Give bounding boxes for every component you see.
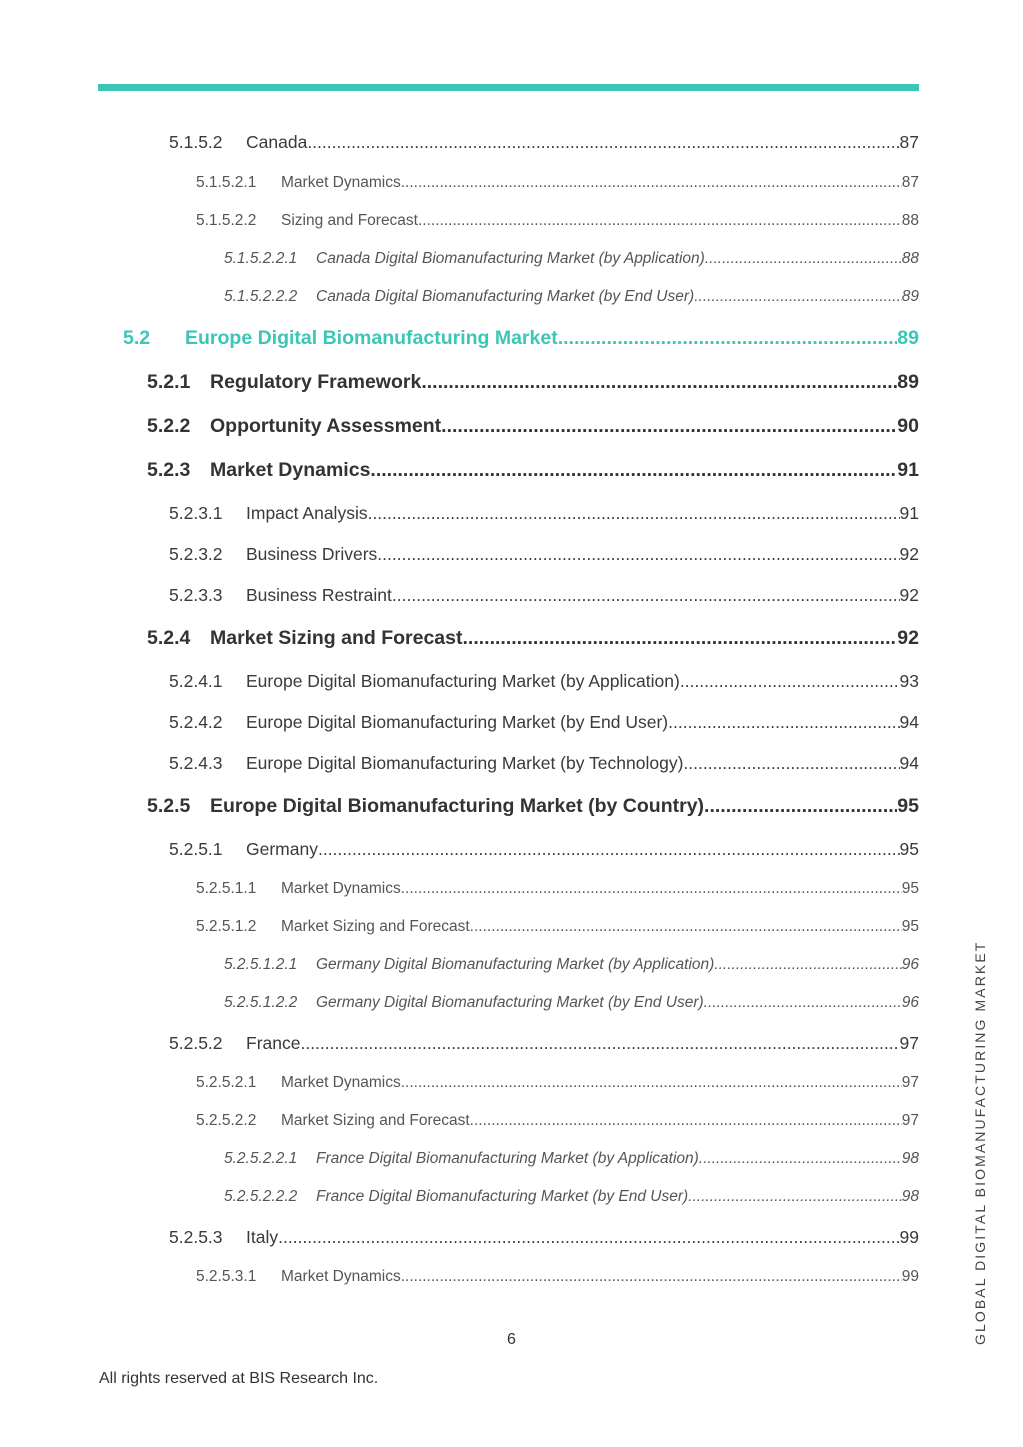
toc-page: 92 (899, 544, 919, 564)
toc-number: 5.2.5.2 (169, 1033, 223, 1053)
toc-page: 91 (899, 503, 919, 523)
toc-entry[interactable] (169, 544, 919, 565)
toc-number: 5.2.3.2 (169, 544, 223, 564)
dot-leader (680, 671, 900, 692)
toc-page: 95 (899, 839, 919, 859)
toc-page: 96 (901, 994, 919, 1011)
toc-title: Market Dynamics (281, 1268, 401, 1285)
toc-entry[interactable] (196, 1268, 919, 1286)
dot-leader (688, 1188, 902, 1206)
dot-leader (377, 544, 899, 565)
toc-entry[interactable] (147, 627, 919, 650)
toc-title: Canada Digital Biomanufacturing Market (by Application) (316, 250, 705, 267)
toc-page: 94 (899, 712, 919, 732)
dot-leader (418, 212, 902, 230)
toc-number: 5.1.5.2.2.1 (224, 250, 298, 267)
dot-leader (668, 712, 899, 733)
toc-entry[interactable] (196, 212, 919, 230)
toc-entry[interactable] (147, 795, 919, 818)
toc-number: 5.2.5.1.2 (196, 918, 257, 935)
toc-title: Market Dynamics (281, 880, 401, 897)
dot-leader (401, 880, 902, 898)
dot-leader (558, 327, 898, 350)
toc-page: 91 (897, 459, 919, 481)
dot-leader (421, 371, 897, 394)
dot-leader (278, 1227, 899, 1248)
toc-number: 5.2.5.2.2.1 (224, 1150, 298, 1167)
dot-leader (704, 795, 897, 818)
dot-leader (401, 174, 902, 192)
toc-page: 94 (899, 753, 919, 773)
toc-title: Opportunity Assessment (210, 415, 442, 437)
toc-page: 97 (899, 1033, 919, 1053)
toc-number: 5.2.5.2.2 (196, 1112, 257, 1129)
toc-number: 5.2.4.2 (169, 712, 223, 732)
toc-page: 90 (897, 415, 919, 437)
toc-entry[interactable] (224, 994, 919, 1012)
toc-page: 95 (897, 795, 919, 817)
toc-number: 5.2.3.1 (169, 503, 223, 523)
dot-leader (470, 918, 902, 936)
dot-leader (714, 956, 901, 974)
toc-title: Business Restraint (246, 585, 392, 605)
dot-leader (705, 250, 902, 268)
toc-entry[interactable] (123, 327, 919, 350)
toc-title: Regulatory Framework (210, 371, 422, 393)
toc-title: Market Sizing and Forecast (281, 1112, 470, 1129)
toc-title: Market Sizing and Forecast (210, 627, 463, 649)
toc-title: France Digital Biomanufacturing Market (by End User) (316, 1188, 689, 1205)
toc-title: Sizing and Forecast (281, 212, 418, 229)
toc-number: 5.2.3 (147, 459, 191, 481)
page-number: 6 (507, 1331, 516, 1348)
toc-page: 88 (901, 212, 919, 229)
toc-title: Europe Digital Biomanufacturing Market (by Technology) (246, 753, 684, 773)
toc-number: 5.1.5.2.2 (196, 212, 257, 229)
toc-entry[interactable] (169, 839, 919, 860)
dot-leader (694, 288, 902, 306)
toc-number: 5.2.5.3.1 (196, 1268, 257, 1285)
toc-title: Canada (246, 132, 308, 152)
toc-number: 5.2.5.1.2.1 (224, 956, 298, 973)
toc-page: 99 (901, 1268, 919, 1285)
toc-number: 5.2.4.3 (169, 753, 223, 773)
footer-copyright: All rights reserved at BIS Research Inc. (99, 1370, 379, 1387)
toc-page: 87 (901, 174, 919, 191)
toc-number: 5.2 (123, 327, 151, 349)
toc-entry[interactable] (169, 671, 919, 692)
toc-entry[interactable] (224, 250, 919, 268)
dot-leader (318, 839, 900, 860)
toc-page: 97 (901, 1112, 919, 1129)
toc-entry[interactable] (224, 1188, 919, 1206)
toc-page: 93 (899, 671, 919, 691)
toc-page: 89 (897, 327, 919, 349)
toc-entry[interactable] (169, 1227, 919, 1248)
toc-number: 5.2.5.1.2.2 (224, 994, 298, 1011)
toc-number: 5.2.5.1 (169, 839, 223, 859)
toc-entry[interactable] (169, 132, 919, 153)
toc-number: 5.2.2 (147, 415, 191, 437)
toc-entry[interactable] (169, 585, 919, 606)
toc-entry[interactable] (169, 712, 919, 733)
toc-page: 92 (899, 585, 919, 605)
toc-entry[interactable] (147, 371, 919, 394)
toc-title: Italy (246, 1227, 279, 1247)
toc-entry[interactable] (169, 753, 919, 774)
toc-page: 97 (901, 1074, 919, 1091)
toc-entry[interactable] (196, 1112, 919, 1130)
toc-number: 5.1.5.2.1 (196, 174, 257, 191)
toc-entry[interactable] (196, 880, 919, 898)
toc-entry[interactable] (224, 288, 919, 306)
toc-title: Canada Digital Biomanufacturing Market (by End User) (316, 288, 695, 305)
toc-number: 5.2.4.1 (169, 671, 223, 691)
toc-number: 5.1.5.2.2.2 (224, 288, 298, 305)
toc-page: 99 (899, 1227, 919, 1247)
toc-number: 5.2.5.2.2.2 (224, 1188, 298, 1205)
toc-page: 95 (901, 918, 919, 935)
toc-title: Europe Digital Biomanufacturing Market (by Application) (246, 671, 680, 691)
toc-page: 96 (901, 956, 919, 973)
dot-leader (368, 503, 900, 524)
toc-entry[interactable] (147, 459, 919, 482)
toc-page: 98 (901, 1188, 919, 1205)
dot-leader (462, 627, 897, 650)
dot-leader (370, 459, 897, 482)
toc-number: 5.2.5 (147, 795, 191, 817)
dot-leader (401, 1268, 902, 1286)
toc-number: 5.2.5.2.1 (196, 1074, 257, 1091)
toc-title: Germany Digital Biomanufacturing Market (by Application) (316, 956, 715, 973)
dot-leader (683, 753, 899, 774)
toc-title: Market Dynamics (210, 459, 371, 481)
toc-entry[interactable] (196, 174, 919, 192)
toc-number: 5.1.5.2 (169, 132, 223, 152)
toc-entry[interactable] (224, 1150, 919, 1168)
toc-title: Europe Digital Biomanufacturing Market (by Country) (210, 795, 705, 817)
dot-leader (699, 1150, 902, 1168)
toc-number: 5.2.5.3 (169, 1227, 223, 1247)
dot-leader (441, 415, 897, 438)
toc-title: Europe Digital Biomanufacturing Market (by End User) (246, 712, 669, 732)
toc-entry[interactable] (147, 415, 919, 438)
toc-page: 89 (901, 288, 919, 305)
toc-number: 5.2.3.3 (169, 585, 223, 605)
toc-page: 87 (899, 132, 919, 152)
toc-number: 5.2.5.1.1 (196, 880, 257, 897)
dot-leader (704, 994, 902, 1012)
toc-entry[interactable] (224, 956, 919, 974)
toc-title: Business Drivers (246, 544, 378, 564)
toc-entry[interactable] (196, 918, 919, 936)
toc-number: 5.2.4 (147, 627, 191, 649)
toc-page: 92 (897, 627, 919, 649)
toc-title: Market Sizing and Forecast (281, 918, 470, 935)
side-report-title: GLOBAL DIGITAL BIOMANUFACTURING MARKET (972, 940, 988, 1345)
toc-entry[interactable] (169, 1033, 919, 1054)
dot-leader (470, 1112, 902, 1130)
toc-title: Germany Digital Biomanufacturing Market (by End User) (316, 994, 704, 1011)
toc-title: Impact Analysis (246, 503, 368, 523)
toc-number: 5.2.1 (147, 371, 191, 393)
toc-title: France Digital Biomanufacturing Market (by Application) (316, 1150, 699, 1167)
toc-page: 95 (901, 880, 919, 897)
toc-page: 89 (897, 371, 919, 393)
toc-title: Europe Digital Biomanufacturing Market (185, 327, 558, 349)
toc-title: France (246, 1033, 301, 1053)
dot-leader (307, 132, 899, 153)
toc-title: Germany (246, 839, 318, 859)
toc-entry[interactable] (196, 1074, 919, 1092)
dot-leader (392, 585, 900, 606)
toc-title: Market Dynamics (281, 1074, 401, 1091)
toc-title: Market Dynamics (281, 174, 401, 191)
toc-entry[interactable] (169, 503, 919, 524)
toc-page: 98 (901, 1150, 919, 1167)
dot-leader (401, 1074, 902, 1092)
dot-leader (300, 1033, 899, 1054)
toc-page: 88 (901, 250, 919, 267)
